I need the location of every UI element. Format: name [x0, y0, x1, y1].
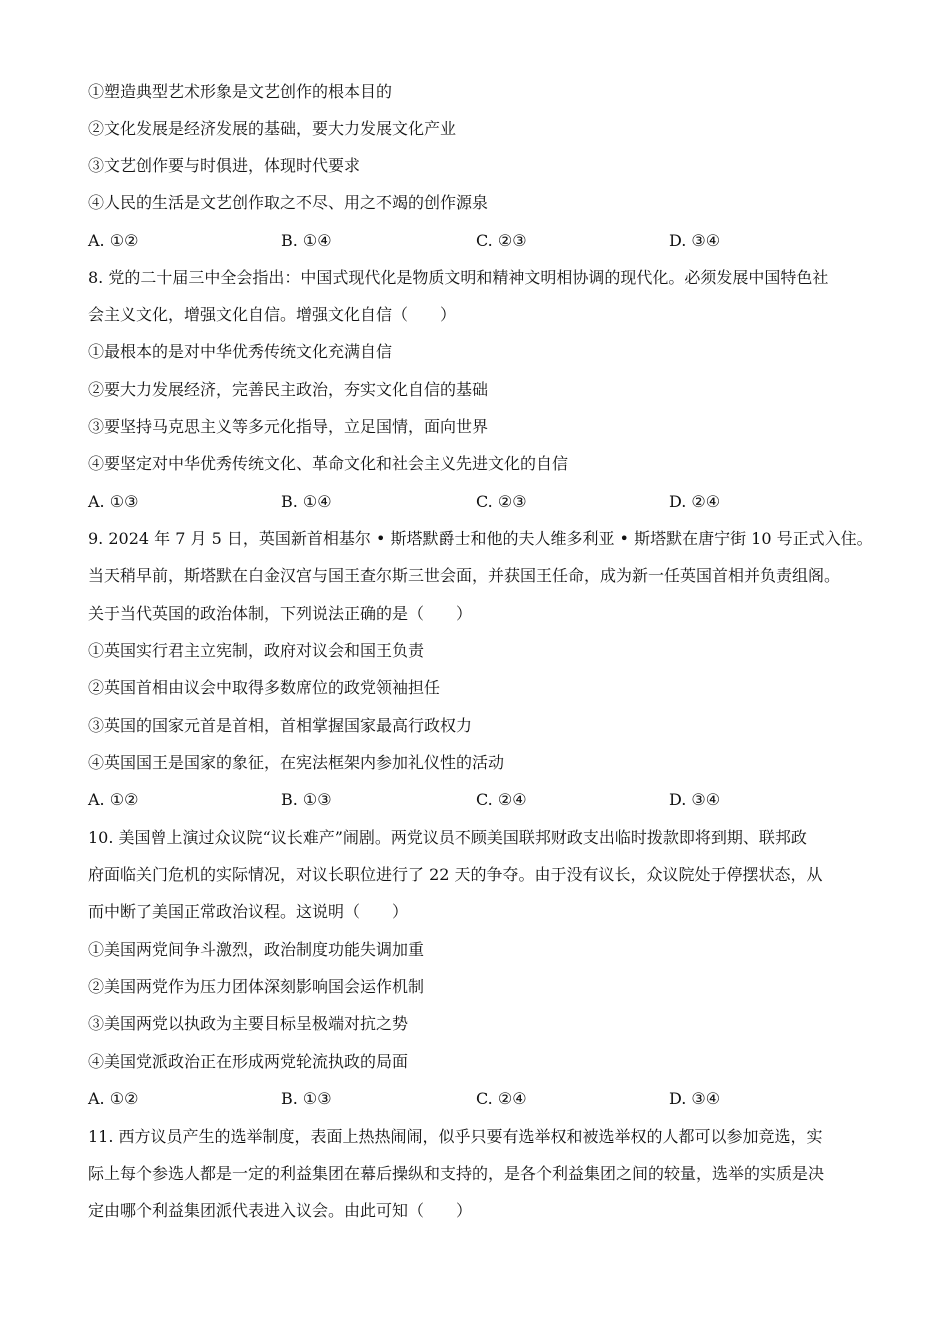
q11-stem-line-2: 际上每个参选人都是一定的利益集团在幕后操纵和支持的，是各个利益集团之间的较量，选举的实质是决: [88, 1164, 825, 1183]
q9-stem-line-2: 当天稍早前，斯塔默在白金汉宫与国王查尔斯三世会面，并获国王任命，成为新一任英国首相并负责组阁。: [88, 566, 841, 585]
q10-option-c: C. ②④: [476, 1089, 527, 1108]
q9-option-d: D. ③④: [669, 790, 721, 809]
q10-item-4: ④美国党派政治正在形成两党轮流执政的局面: [88, 1052, 409, 1071]
q7-option-b: B. ①④: [281, 231, 332, 250]
q10-stem-line-2: 府面临关门危机的实际情况，对议长职位进行了 22 天的争夺。由于没有议长，众议院处于停摆状态，从: [88, 865, 823, 884]
q11-stem-line-3: 定由哪个利益集团派代表进入议会。由此可知（ ）: [88, 1201, 473, 1220]
q7-option-c: C. ②③: [476, 231, 527, 250]
q8-item-1: ①最根本的是对中华优秀传统文化充满自信: [88, 342, 393, 361]
q10-item-1: ①美国两党间争斗激烈，政治制度功能失调加重: [88, 940, 425, 959]
q9-item-4: ④英国国王是国家的象征，在宪法框架内参加礼仪性的活动: [88, 753, 505, 772]
q9-item-3: ③英国的国家元首是首相，首相掌握国家最高行政权力: [88, 716, 473, 735]
q9-item-2: ②英国首相由议会中取得多数席位的政党领袖担任: [88, 678, 441, 697]
q7-item-1: ①塑造典型艺术形象是文艺创作的根本目的: [88, 82, 393, 101]
q10-option-a: A. ①②: [88, 1089, 139, 1108]
q10-stem-line-3: 而中断了美国正常政治议程。这说明（ ）: [88, 902, 409, 921]
q9-option-a: A. ①②: [88, 790, 139, 809]
q10-item-2: ②美国两党作为压力团体深刻影响国会运作机制: [88, 977, 425, 996]
q9-stem-line-3: 关于当代英国的政治体制，下列说法正确的是（ ）: [88, 604, 473, 623]
q7-option-a: A. ①②: [88, 231, 139, 250]
q10-stem-line-1: 10. 美国曾上演过众议院“议长难产”闹剧。两党议员不顾美国联邦财政支出临时拨款即将到期、联邦政: [88, 828, 807, 847]
q8-option-b: B. ①④: [281, 492, 332, 511]
q10-item-3: ③美国两党以执政为主要目标呈极端对抗之势: [88, 1014, 409, 1033]
q9-item-1: ①英国实行君主立宪制，政府对议会和国王负责: [88, 641, 425, 660]
q7-option-d: D. ③④: [669, 231, 721, 250]
q11-stem-line-1: 11. 西方议员产生的选举制度，表面上热热闹闹，似乎只要有选举权和被选举权的人都可以参加竞选，实: [88, 1127, 823, 1146]
q9-stem-line-1: 9. 2024 年 7 月 5 日，英国新首相基尔 • 斯塔默爵士和他的夫人维多利亚 • 斯塔默在唐宁街 10 号正式入住。: [88, 529, 873, 548]
q8-item-3: ③要坚持马克思主义等多元化指导，立足国情，面向世界: [88, 417, 489, 436]
q8-item-4: ④要坚定对中华优秀传统文化、革命文化和社会主义先进文化的自信: [88, 454, 569, 473]
q9-option-b: B. ①③: [281, 790, 332, 809]
q10-option-d: D. ③④: [669, 1089, 721, 1108]
q8-option-a: A. ①③: [88, 492, 139, 511]
q9-option-c: C. ②④: [476, 790, 527, 809]
q8-option-c: C. ②③: [476, 492, 527, 511]
q7-item-2: ②文化发展是经济发展的基础，要大力发展文化产业: [88, 119, 457, 138]
q10-option-b: B. ①③: [281, 1089, 332, 1108]
q8-stem-line-2: 会主义文化，增强文化自信。增强文化自信（ ）: [88, 305, 457, 324]
q7-item-4: ④人民的生活是文艺创作取之不尽、用之不竭的创作源泉: [88, 193, 489, 212]
q8-item-2: ②要大力发展经济，完善民主政治，夯实文化自信的基础: [88, 380, 489, 399]
q8-option-d: D. ②④: [669, 492, 721, 511]
q8-stem-line-1: 8. 党的二十届三中全会指出：中国式现代化是物质文明和精神文明相协调的现代化。必须发展中国特色社: [88, 268, 829, 287]
q7-item-3: ③文艺创作要与时俱进，体现时代要求: [88, 156, 361, 175]
